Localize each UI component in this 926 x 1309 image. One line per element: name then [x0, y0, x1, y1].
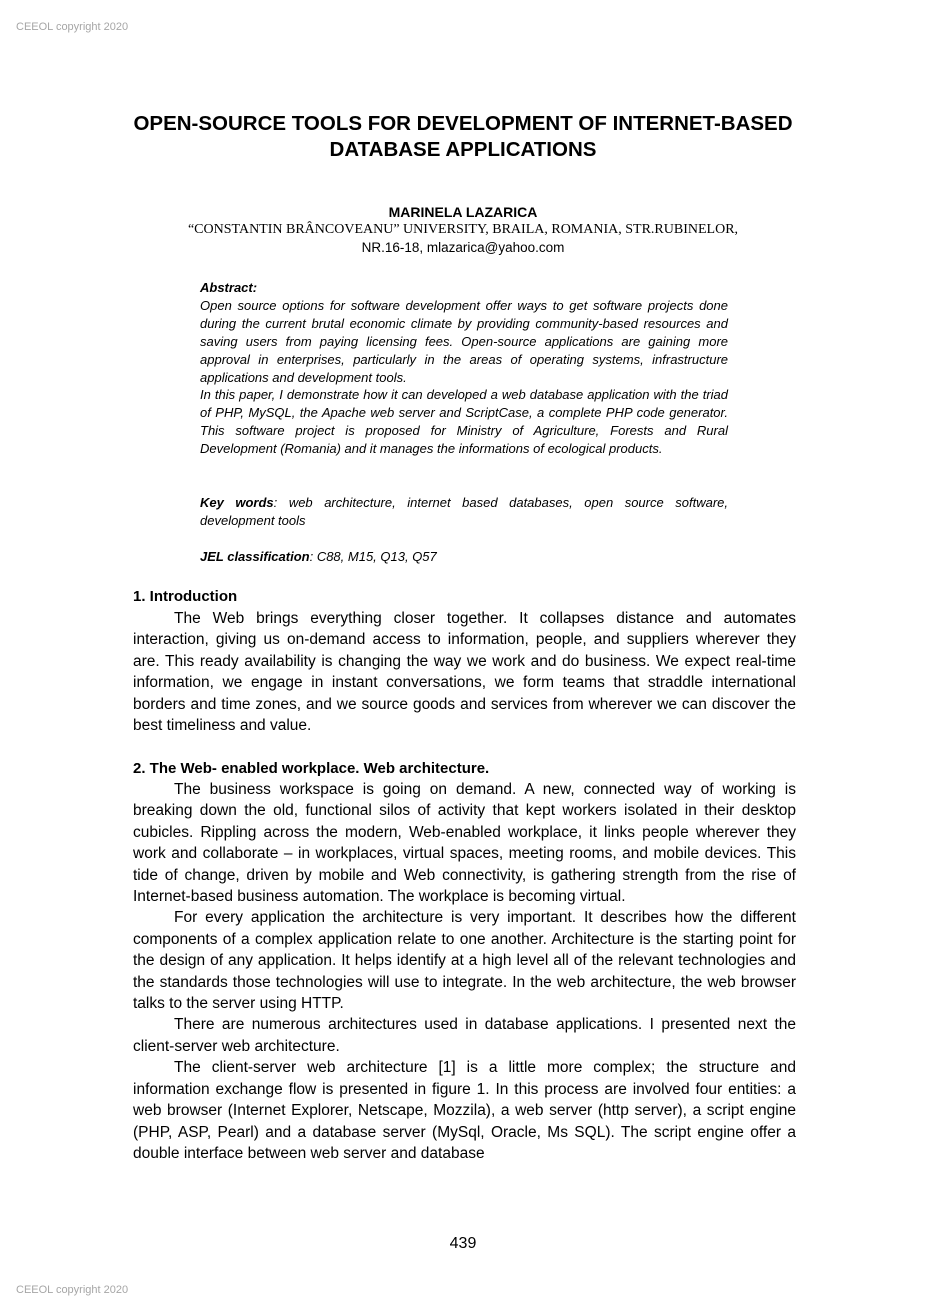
author-address-email: NR.16-18, mlazarica@yahoo.com — [361, 240, 565, 255]
section-1-heading: 1. Introduction — [133, 588, 238, 605]
section-1-paragraph: The Web brings everything closer together. It collapses distance and automates interaction, giving us on-demand access to information, people, and suppliers wherever they are. This ready availability is changing the way we work and do business. We expect real-time information, we engage in instant conversations, we form teams that straddle international borders and time zones, and we source goods and services from wherever we can discover the best timeliness and value. — [133, 610, 796, 735]
jel-text: : C88, M15, Q13, Q57 — [309, 549, 437, 564]
section-2-paragraph: There are numerous architectures used in database applications. I presented next the client-server web architecture. — [133, 1016, 796, 1055]
keywords-text: : web architecture, internet based databases, open source software, development tools — [200, 495, 728, 528]
watermark-top: CEEOL copyright 2020 — [16, 21, 129, 33]
keywords — [200, 494, 728, 530]
section-2-heading: 2. The Web- enabled workplace. Web architecture. — [133, 760, 490, 777]
jel-label: JEL classification — [200, 549, 310, 564]
section-1-body — [133, 608, 796, 736]
section-2-body — [133, 779, 796, 1164]
jel-classification — [200, 548, 728, 566]
keywords-label: Key words — [200, 495, 274, 510]
section-2-paragraph: The client-server web architecture [1] is a little more complex; the structure and information exchange flow is presented in figure 1. In this process are involved four entities: a web browser (Internet Explorer, Netscape, Mozzila), a web server (http server), a script engine (PHP, ASP, Pearl) and a database server (MySql, Oracle, Ms SQL). The script engine offer a double interface between web server and database — [133, 1059, 796, 1162]
abstract-paragraph-1: Open source options for software development offer ways to get software projects done during the current brutal economic climate by providing community-based resources and saving users from paying licensing fees. Open-source applications are gaining more approval in enterprises, particularly in the areas of operating systems, infrastructure applications and development tools. — [200, 298, 728, 385]
abstract-paragraph-2: In this paper, I demonstrate how it can developed a web database application with the triad of PHP, MySQL, the Apache web server and ScriptCase, a complete PHP code generator. This software project is proposed for Ministry of Agriculture, Forests and Rural Development (Romania) and it manages the informations of ecological products. — [200, 387, 728, 456]
watermark-bottom: CEEOL copyright 2020 — [16, 1284, 129, 1296]
author-name: MARINELA LAZARICA — [388, 204, 538, 220]
abstract-heading: Abstract: — [200, 280, 258, 295]
section-2-paragraph: The business workspace is going on demand. A new, connected way of working is breaking down the old, functional silos of activity that kept workers isolated in their desktop cubicles. Rippling across the modern, Web-enabled workplace, it links people wherever they work and collaborate – in workplaces, virtual spaces, meeting rooms, and mobile devices. This tide of change, driven by mobile and Web connectivity, is gathering strength from the rise of Internet-based business automation. The workplace is becoming virtual. — [133, 781, 796, 906]
section-2-paragraph: For every application the architecture is very important. It describes how the different components of a complex application relate to one another. Architecture is the starting point for the design of any application. It helps identify at a high level all of the relevant technologies and the standards those technologies will use to integrate. In the web architecture, the web browser talks to the server using HTTP. — [133, 909, 796, 1013]
paper-title: OPEN-SOURCE TOOLS FOR DEVELOPMENT OF INTERNET-BASED DATABASE APPLICATIONS — [133, 112, 793, 161]
author-affiliation: “CONSTANTIN BRÂNCOVEANU” UNIVERSITY, BRAILA, ROMANIA, STR.RUBINELOR, — [187, 222, 739, 237]
page-number: 439 — [449, 1235, 477, 1252]
